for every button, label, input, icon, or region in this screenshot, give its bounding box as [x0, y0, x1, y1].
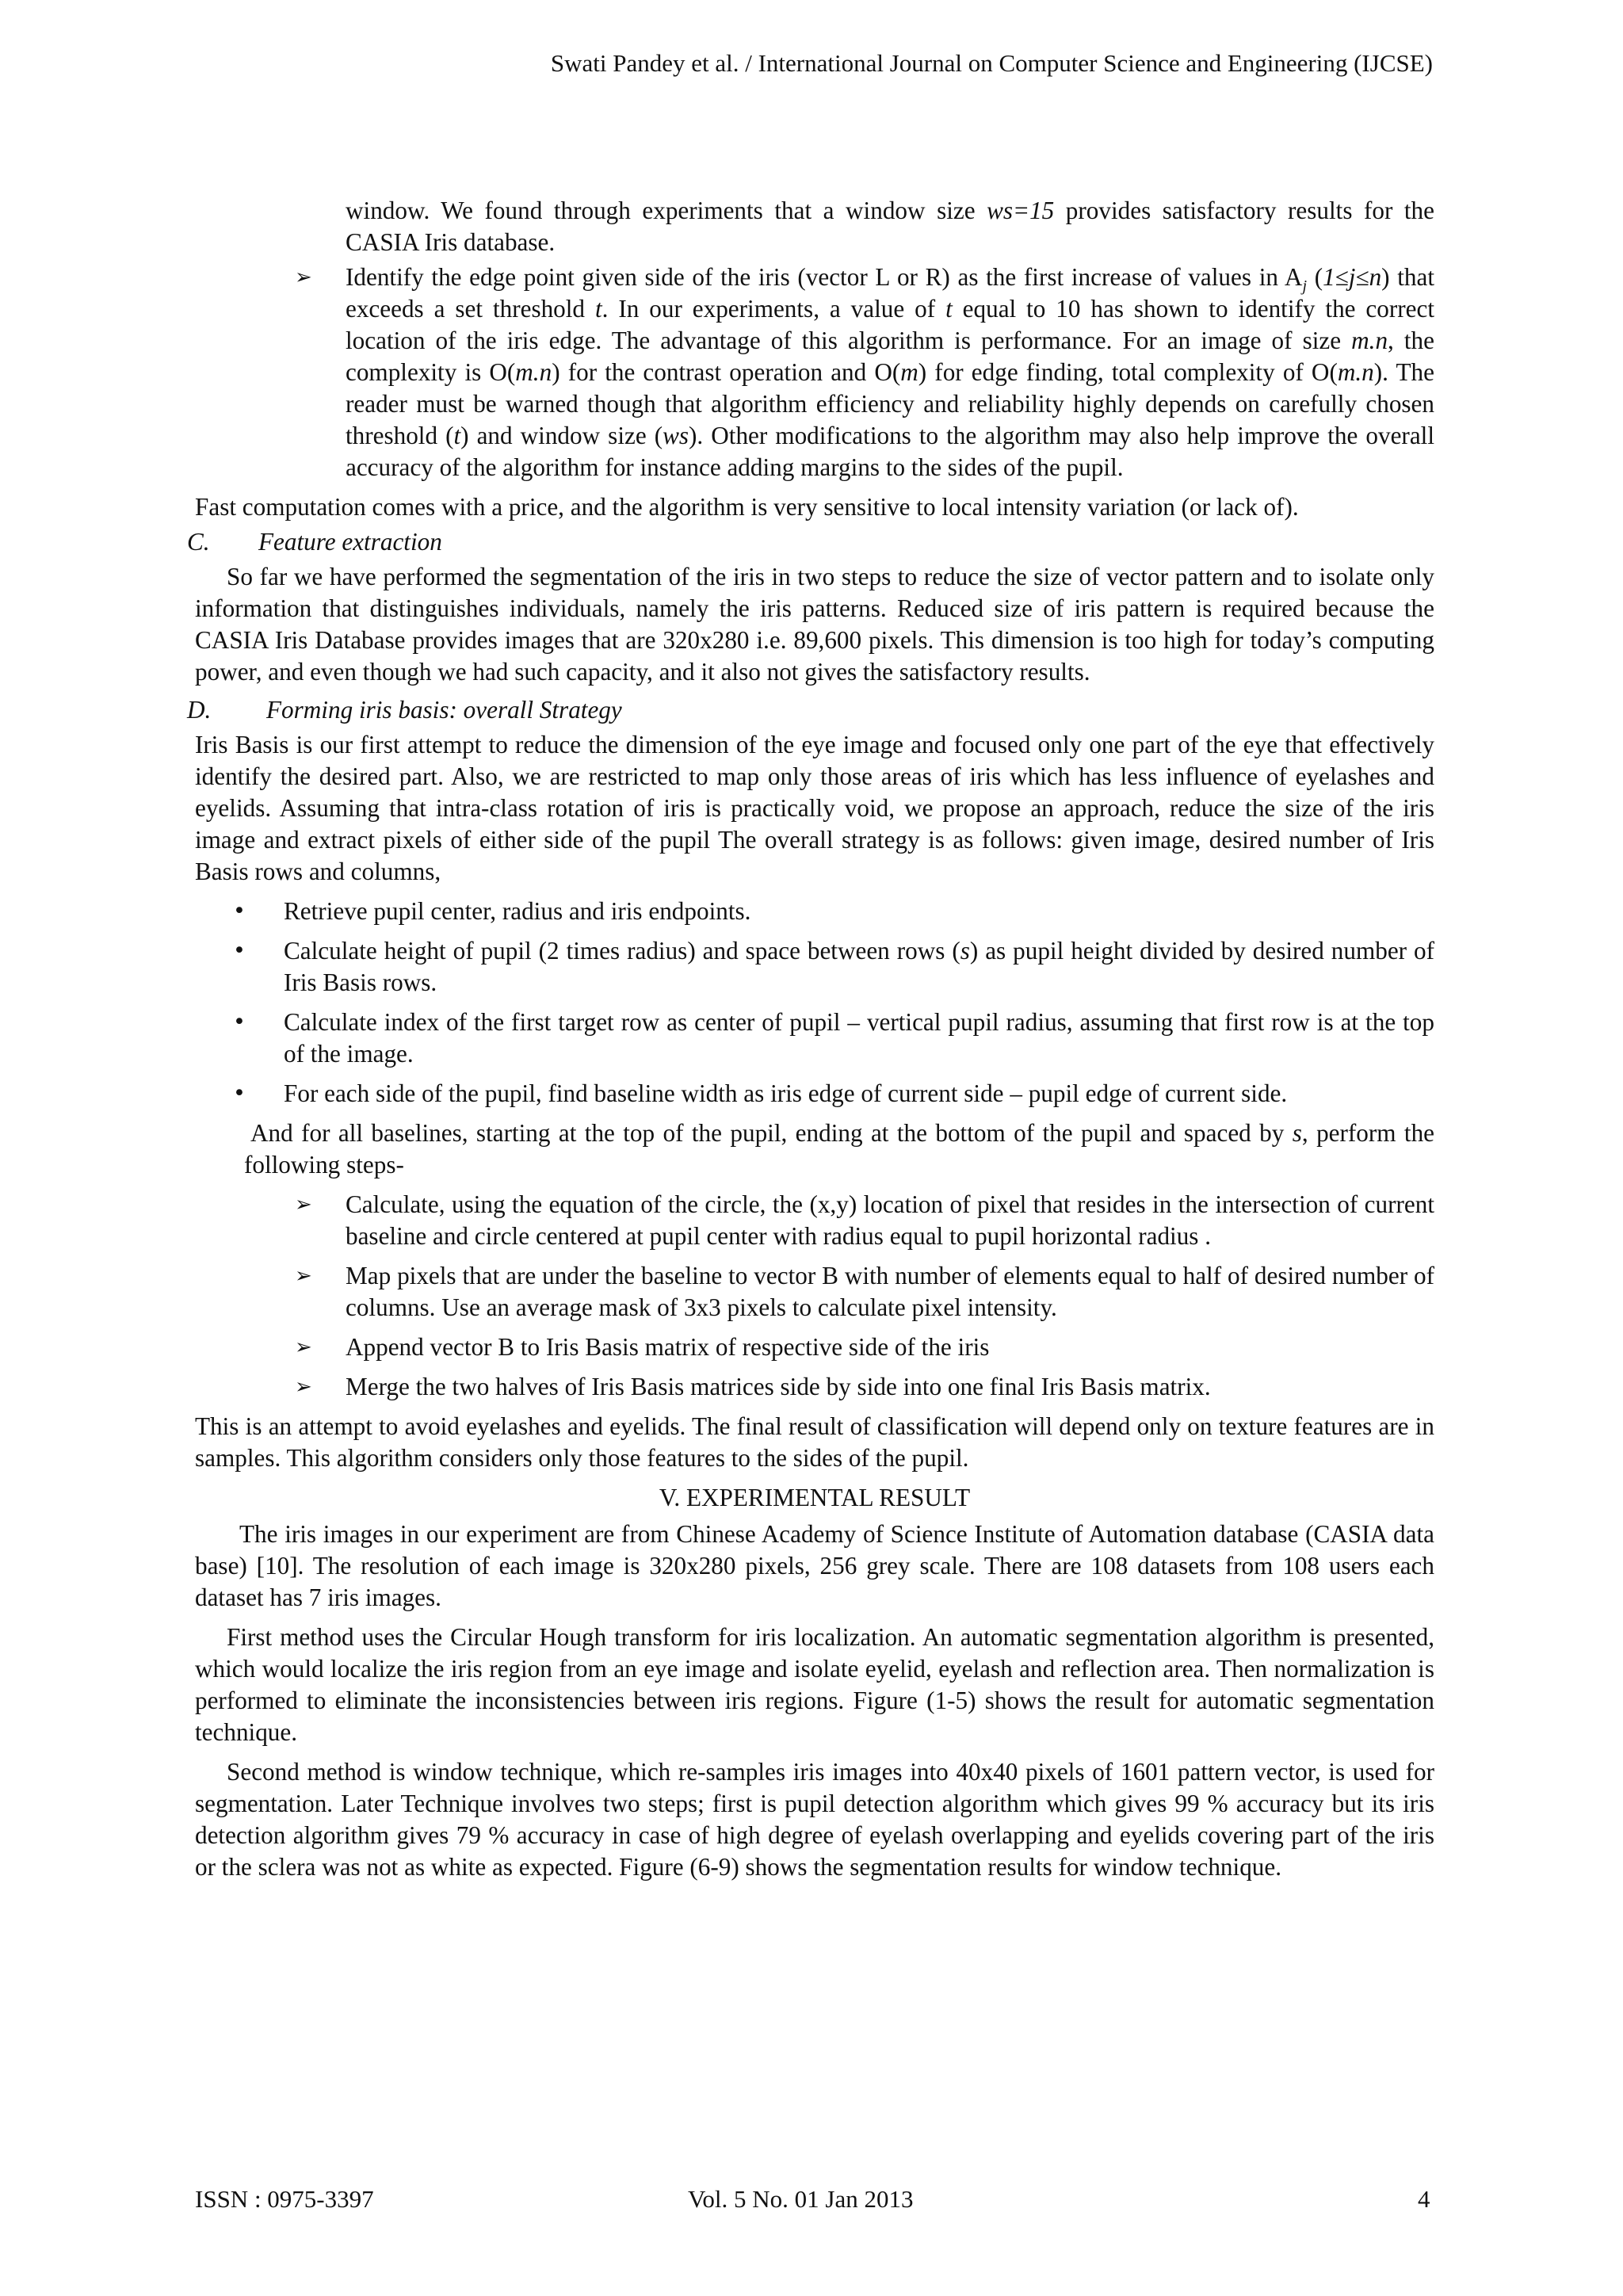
paragraph-baselines: And for all baselines, starting at the top of the pupil, ending at the bottom of the pupil and spaced by s, perform the following steps-: [244, 1119, 1435, 1179]
step-item: ➢ Append vector B to Iris Basis matrix of respective side of the iris: [195, 1331, 1434, 1363]
section-heading-v: V. EXPERIMENTAL RESULT: [659, 1484, 971, 1511]
bullet-icon: •: [233, 1081, 246, 1106]
paragraph-experiment-data: The iris images in our experiment are from Chinese Academy of Science Institute of Automation database (CASIA data base) [10]. The resolution of each image is 320x280 pixels, 256 grey scale. There are 108 datasets from 108 users each dataset has 7 iris images.: [195, 1520, 1434, 1611]
running-header: Swati Pandey et al. / International Journal on Computer Science and Engineering (IJCSE): [550, 49, 1433, 77]
step-item: ➢ Merge the two halves of Iris Basis matrices side by side into one final Iris Basis matrix.: [195, 1371, 1434, 1403]
paragraph-feature-extraction: So far we have performed the segmentation of the iris in two steps to reduce the size of vector pattern and to isolate only information that distinguishes individuals, namely the iris patterns. Reduced size of iris pattern is required because the CASIA Iris Database provides images that are 320x280 i.e. 89,600 pixels. This dimension is too high for today’s computing power, and even though we had such capacity, and it also not gives the satisfactory results.: [195, 563, 1434, 686]
paragraph-iris-basis: Iris Basis is our first attempt to reduce the dimension of the eye image and focused only one part of the eye that effectively identify the desired part. Also, we are restricted to map only those areas of iris which has less influence of eyelashes and eyelids. Assuming that intra-class rotation of iris is practically void, we propose an approach, reduce the size of the iris image and extract pixels of either side of the pupil The overall strategy is as follows: given image, desired number of Iris Basis rows and columns,: [195, 731, 1434, 885]
edge-point-item: ➢ Identify the edge point given side of the iris (vector L or R) as the first increase of values in $A_j$ (1≤j≤n) that exceeds a set threshold t. In our experiments, a value of t equal to 10 has shown to identify the correct location of the iris edge. The advantage of this algorithm is performance. For an image of size m.n, the complexity is O(m.n) for the contrast operation and O(m) for edge finding, total complexity of O(m.n). The reader must be warned though that algorithm efficiency and reliability highly depends on carefully chosen threshold (t) and window size (ws). Other modifications to the algorithm may also help improve the overall accuracy of the algorithm for instance adding margins to the sides of the pupil.: [295, 263, 1435, 481]
arrow-bullet-icon: ➢: [295, 1335, 312, 1359]
arrow-bullet-icon: ➢: [295, 1193, 312, 1217]
arrow-bullet-icon: ➢: [295, 266, 312, 289]
paragraph-fast-computation: Fast computation comes with a price, and the algorithm is very sensitive to local intensity variation (or lack of).: [195, 493, 1299, 521]
paragraph-attempt: This is an attempt to avoid eyelashes and eyelids. The final result of classification will depend only on texture features are in samples. This algorithm considers only those features to the sides of the pupil.: [195, 1412, 1434, 1472]
bullet-item: • Calculate index of the first target row as center of pupil – vertical pupil radius, assuming that first row is at the top of the image.: [233, 1008, 1434, 1068]
step-item: ➢ Map pixels that are under the baseline to vector B with number of elements equal to half of desired number of columns. Use an average mask of 3x3 pixels to calculate pixel intensity.: [295, 1262, 1434, 1321]
footer-issn: ISSN : 0975-3397: [195, 2185, 374, 2213]
bullet-icon: •: [233, 899, 246, 923]
bullet-icon: •: [233, 1010, 246, 1034]
bullet-item: • Calculate height of pupil (2 times radius) and space between rows (s) as pupil height divided by desired number of Iris Basis rows.: [233, 937, 1434, 996]
step-item: ➢ Calculate, using the equation of the circle, the (x,y) location of pixel that resides in the intersection of current baseline and circle centered at pupil center with radius equal to pupil horizontal radius .: [295, 1190, 1434, 1250]
arrow-bullet-icon: ➢: [295, 1264, 312, 1288]
footer-page-number: 4: [1418, 2185, 1430, 2213]
bullet-item: • Retrieve pupil center, radius and iris endpoints.: [195, 896, 1434, 927]
paragraph-second-method: Second method is window technique, which re-samples iris images into 40x40 pixels of 1601 pattern vector, is used for segmentation. Later Technique involves two steps; first is pupil detection algorithm which gives 99 % accuracy but its iris detection algorithm gives 79 % accuracy in case of high degree of eyelash overlapping and eyelids covering part of the iris or the sclera was not as white as expected. Figure (6-9) shows the segmentation results for window technique.: [195, 1758, 1434, 1881]
paragraph-window-size: window. We found through experiments that a window size ws=15 provides satisfactory results for the CASIA Iris database.: [346, 197, 1434, 256]
page-body: [187, 195, 1435, 1883]
section-heading-d: D. Forming iris basis: overall Strategy: [187, 696, 622, 724]
arrow-bullet-icon: ➢: [295, 1375, 312, 1399]
bullet-icon: •: [233, 938, 246, 963]
footer-volume: Vol. 5 No. 01 Jan 2013: [688, 2185, 914, 2213]
section-heading-c: C. Feature extraction: [187, 528, 442, 556]
paragraph-first-method: First method uses the Circular Hough transform for iris localization. An automatic segmentation algorithm is presented, which would localize the iris region from an eye image and isolate eyelid, eyelash and reflection area. Then normalization is performed to eliminate the inconsistencies between iris regions. Figure (1-5) shows the result for automatic segmentation technique.: [195, 1623, 1434, 1746]
bullet-item: • For each side of the pupil, find baseline width as iris edge of current side – pupil edge of current side.: [195, 1078, 1434, 1110]
